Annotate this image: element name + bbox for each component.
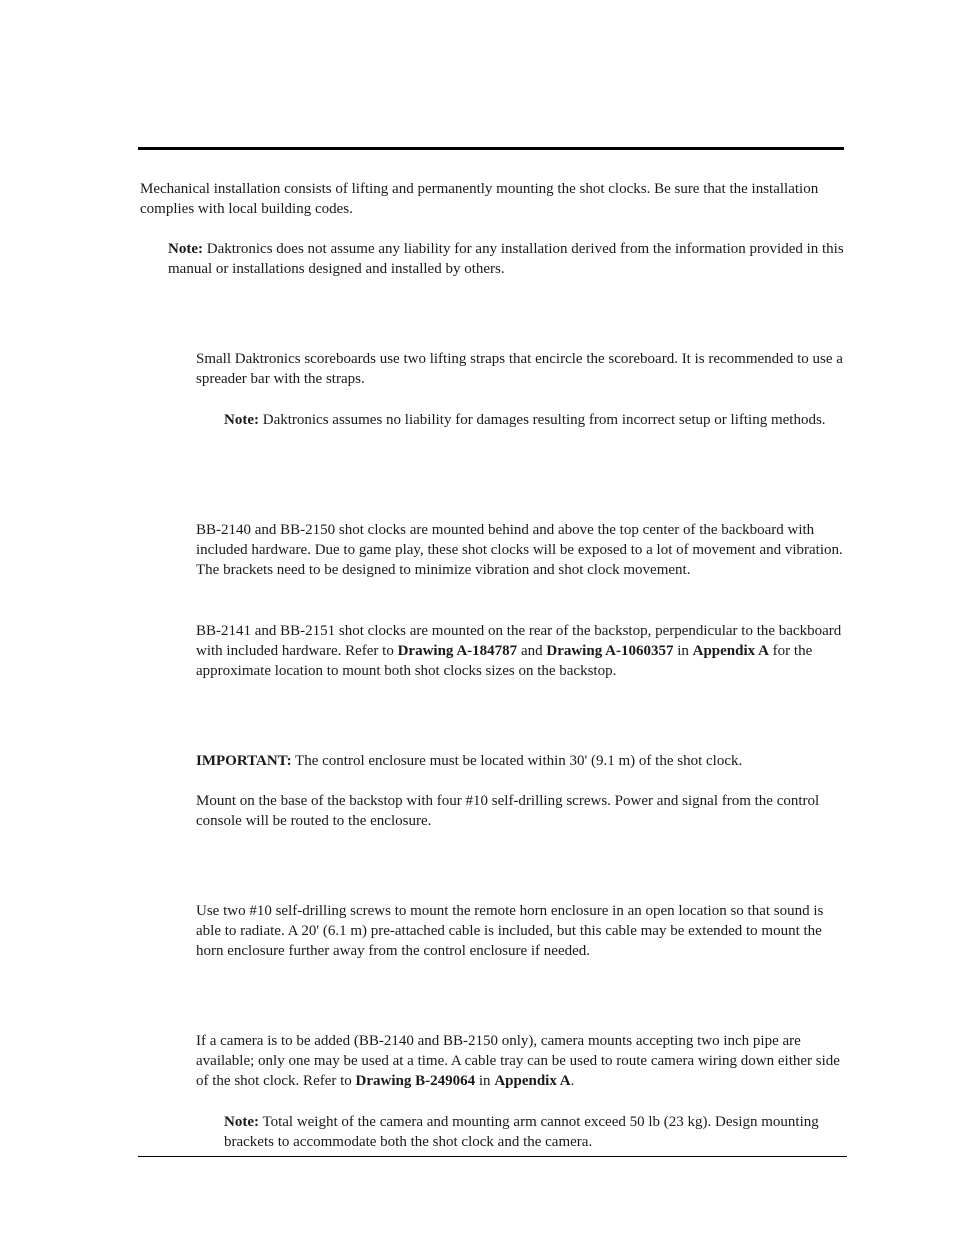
intro-note: [168, 239, 848, 279]
note-label: Note:: [224, 1114, 259, 1130]
control-paragraph: Mount on the base of the backstop with four #10 self-drilling screws. Power and signal from the control console will be routed to the enclosure.: [196, 793, 820, 829]
intro-paragraph: Mechanical installation consists of lifting and permanently mounting the shot clocks. Be sure that the installation complies with local building codes.: [140, 181, 819, 217]
lifting-paragraph: Small Daktronics scoreboards use two lifting straps that encircle the scoreboard. It is recommended to use a spreader bar with the straps.: [196, 351, 843, 387]
camera-paragraph: If a camera is to be added (BB-2140 and BB-2150 only), camera mounts accepting two inch pipe are available; only one may be used at a time. A cable tray can be used to route camera wiring down either side of the shot clock. Refer to Drawing B-249064 in Appendix A.: [196, 1033, 840, 1089]
header-rule: [138, 147, 844, 150]
control-important: IMPORTANT: The control enclosure must be located within 30' (9.1 m) of the shot clock.: [196, 753, 743, 769]
note-label: Note:: [224, 412, 259, 428]
mounting-paragraph-1: BB-2140 and BB-2150 shot clocks are mounted behind and above the top center of the backboard with included hardware. Due to game play, these shot clocks will be exposed to a lot of movement and vibration. The brackets need to be designed to minimize vibration and shot clock movement.: [196, 522, 843, 578]
drawing-ref: Drawing A-1060357: [546, 643, 674, 659]
important-label: IMPORTANT:: [196, 753, 292, 769]
drawing-ref: Drawing B-249064: [355, 1073, 476, 1089]
footer-rule: [138, 1156, 847, 1157]
note-text: Total weight of the camera and mounting arm cannot exceed 50 lb (23 kg). Design mounting brackets to accommodate both the shot clock and the camera.: [224, 1114, 819, 1150]
drawing-ref: Drawing A-184787: [397, 643, 518, 659]
note-label: Note:: [168, 241, 203, 257]
horn-paragraph: Use two #10 self-drilling screws to mount the remote horn enclosure in an open location so that sound is able to radiate. A 20' (6.1 m) pre-attached cable is included, but this cable may be extended to mount the horn enclosure further away from the control enclosure if needed.: [196, 903, 824, 959]
appendix-ref: Appendix A: [494, 1073, 571, 1089]
appendix-ref: Appendix A: [692, 643, 769, 659]
note-text: Daktronics does not assume any liability for any installation derived from the information provided in this manual or installations designed and installed by others.: [168, 241, 844, 277]
lifting-note: [224, 410, 844, 430]
note-text: Daktronics assumes no liability for damages resulting from incorrect setup or lifting methods.: [258, 412, 826, 428]
mounting-paragraph-2: BB-2141 and BB-2151 shot clocks are mounted on the rear of the backstop, perpendicular to the backboard with included hardware. Refer to Drawing A-184787 and Drawing A-1060357 in Appendix A for the approximate location to mount both shot clocks sizes on the backstop.: [196, 623, 842, 679]
camera-note: [224, 1112, 844, 1152]
